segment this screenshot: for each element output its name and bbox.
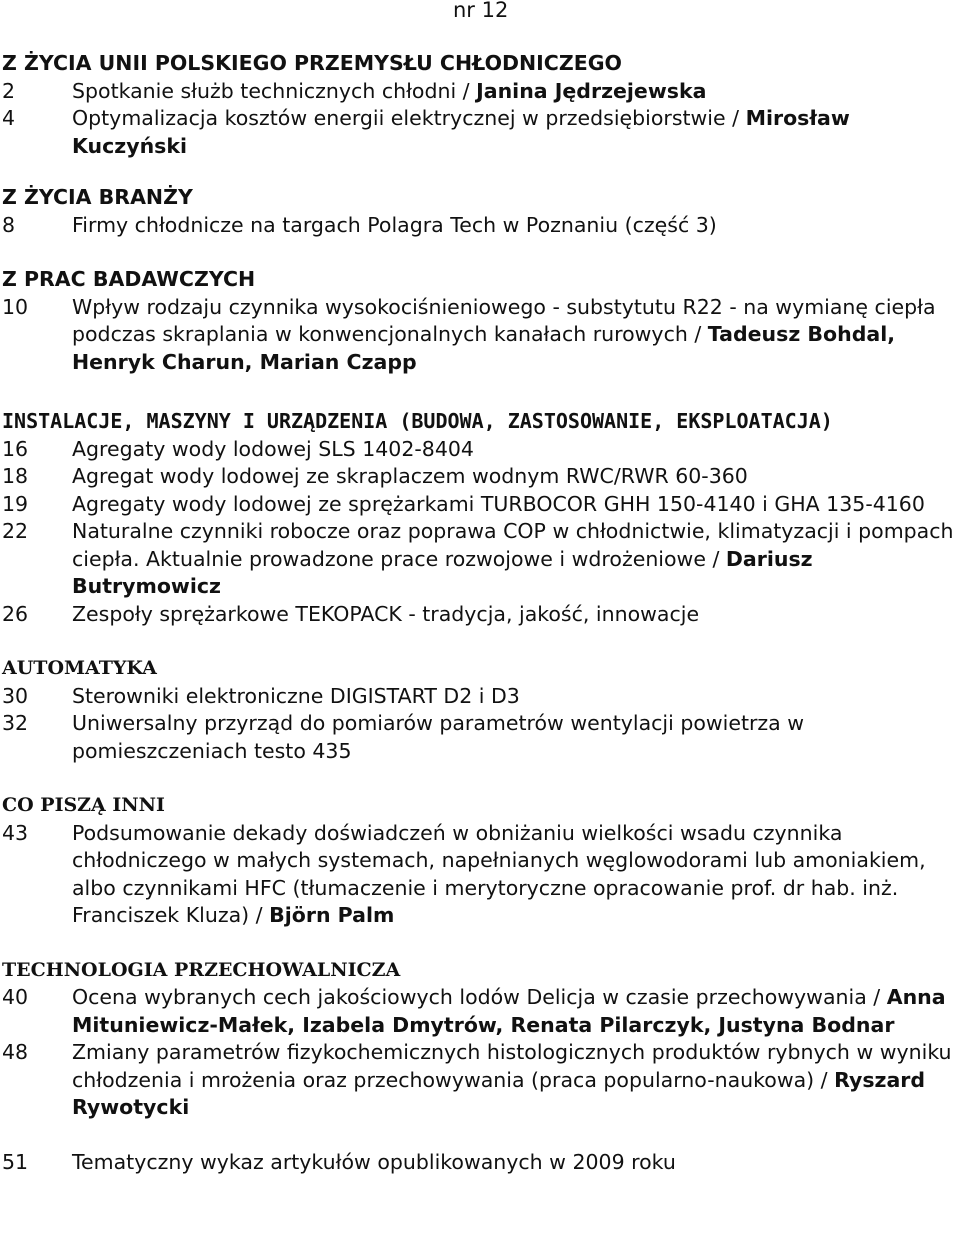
page-number: 18 bbox=[2, 464, 29, 488]
table-of-contents bbox=[2, 50, 958, 1176]
page-number: 2 bbox=[2, 78, 16, 103]
section-title: Z PRAC BADAWCZYCH bbox=[2, 267, 256, 291]
article-author: Björn Palm bbox=[269, 903, 395, 927]
page-number: 16 bbox=[2, 436, 29, 461]
toc-entry bbox=[2, 683, 958, 711]
section-title: AUTOMATYKA bbox=[2, 657, 157, 679]
article-title: Naturalne czynniki robocze oraz poprawa COP w chłodnictwie, klimatyzacji i pompach ciepła. Aktualnie prowadzone prace rozwojowe i wdrożeniowe / bbox=[72, 519, 954, 571]
section-title: INSTALACJE, MASZYNY I URZĄDZENIA (BUDOWA, ZASTOSOWANIE, EKSPLOATACJA) bbox=[2, 409, 833, 433]
toc-entry bbox=[2, 518, 958, 601]
section-co-pisza-inni bbox=[2, 792, 958, 930]
toc-entry bbox=[2, 78, 958, 106]
toc-entry bbox=[2, 1149, 958, 1177]
article-title: Ocena wybranych cech jakościowych lodów Delicja w czasie przechowywania / bbox=[72, 985, 887, 1009]
article-title: Firmy chłodnicze na targach Polagra Tech w Poznaniu (część 3) bbox=[72, 212, 717, 237]
toc-entry bbox=[2, 105, 958, 160]
article-author: Dariusz Butrymowicz bbox=[72, 546, 813, 598]
article-title: Wpływ rodzaju czynnika wysokociśnieniowego - substytutu R22 - na wymianę ciepła podczas skraplania w konwencjonalnych kanałach rurowych / bbox=[72, 294, 936, 346]
article-author: Tadeusz Bohdal, Henryk Charun, Marian Czapp bbox=[72, 322, 896, 374]
page-number: 22 bbox=[2, 519, 29, 543]
page-number: 43 bbox=[2, 820, 29, 845]
article-author: Anna Mituniewicz-Małek, Izabela Dmytrów, Renata Pilarczyk, Justyna Bodnar bbox=[72, 985, 946, 1037]
section-prace-badawcze bbox=[2, 266, 958, 376]
article-title: Agregat wody lodowej ze skraplaczem wodnym RWC/RWR 60-360 bbox=[72, 464, 748, 488]
issue-number: nr 12 bbox=[453, 0, 509, 22]
article-title: Zespoły sprężarkowe TEKOPACK - tradycja, jakość, innowacje bbox=[72, 601, 700, 626]
toc-entry bbox=[2, 1039, 958, 1122]
toc-entry bbox=[2, 491, 958, 519]
page-number: 26 bbox=[2, 601, 29, 626]
page-number: 10 bbox=[2, 294, 29, 319]
article-title: Agregaty wody lodowej SLS 1402-8404 bbox=[72, 436, 474, 461]
article-author: Mirosław Kuczyński bbox=[72, 106, 850, 158]
toc-entry bbox=[2, 294, 958, 377]
toc-entry bbox=[2, 463, 958, 491]
article-title: Optymalizacja kosztów energii elektrycznej w przedsiębiorstwie / bbox=[72, 106, 746, 130]
article-author: Janina Jędrzejewska bbox=[476, 78, 707, 103]
article-title: Sterowniki elektroniczne DIGISTART D2 i D3 bbox=[72, 683, 520, 708]
section-automatyka bbox=[2, 655, 958, 765]
toc-entry bbox=[2, 601, 958, 629]
page-number: 30 bbox=[2, 683, 29, 708]
section-technologia bbox=[2, 957, 958, 1122]
page-number: 4 bbox=[2, 106, 16, 130]
article-title: Zmiany parametrów fizykochemicznych histologicznych produktów rybnych w wyniku chłodzenia i mrożenia oraz przechowywania (praca popularno-naukowa) / bbox=[72, 1040, 952, 1092]
page-number: 51 bbox=[2, 1149, 29, 1174]
page-number: 40 bbox=[2, 985, 29, 1009]
section-title: CO PISZĄ INNI bbox=[2, 794, 165, 816]
page-number: 8 bbox=[2, 212, 16, 237]
toc-entry bbox=[2, 820, 958, 930]
section-index bbox=[2, 1149, 958, 1177]
toc-entry bbox=[2, 984, 958, 1039]
page-number: 32 bbox=[2, 711, 29, 735]
article-title: Tematyczny wykaz artykułów opublikowanych w 2009 roku bbox=[72, 1149, 676, 1174]
section-title: Z ŻYCIA BRANŻY bbox=[2, 185, 193, 209]
article-title: Podsumowanie dekady doświadczeń w obniżaniu wielkości wsadu czynnika chłodniczego w małych systemach, napełnianych węglowodorami lub amoniakiem, albo czynnikami HFC (tłumaczenie i merytoryczne opracowanie prof. dr hab. inż. Franciszek Kluza) / bbox=[72, 820, 926, 927]
toc-entry bbox=[2, 710, 958, 765]
section-branza bbox=[2, 184, 958, 239]
article-title: Agregaty wody lodowej ze sprężarkami TURBOCOR GHH 150-4140 i GHA 135-4160 bbox=[72, 491, 925, 516]
page-number: 19 bbox=[2, 491, 29, 516]
page-number: 48 bbox=[2, 1040, 29, 1064]
section-title: TECHNOLOGIA PRZECHOWALNICZA bbox=[2, 958, 401, 981]
section-title: Z ŻYCIA UNII POLSKIEGO PRZEMYSŁU CHŁODNICZEGO bbox=[2, 51, 622, 75]
article-title: Spotkanie służb technicznych chłodni / bbox=[72, 78, 477, 103]
article-author: Ryszard Rywotycki bbox=[72, 1067, 926, 1119]
section-instalacje bbox=[2, 408, 958, 628]
article-title: Uniwersalny przyrząd do pomiarów parametrów wentylacji powietrza w pomieszczeniach testo 435 bbox=[72, 711, 805, 763]
section-unia bbox=[2, 50, 958, 160]
toc-entry bbox=[2, 212, 958, 240]
toc-entry bbox=[2, 436, 958, 464]
